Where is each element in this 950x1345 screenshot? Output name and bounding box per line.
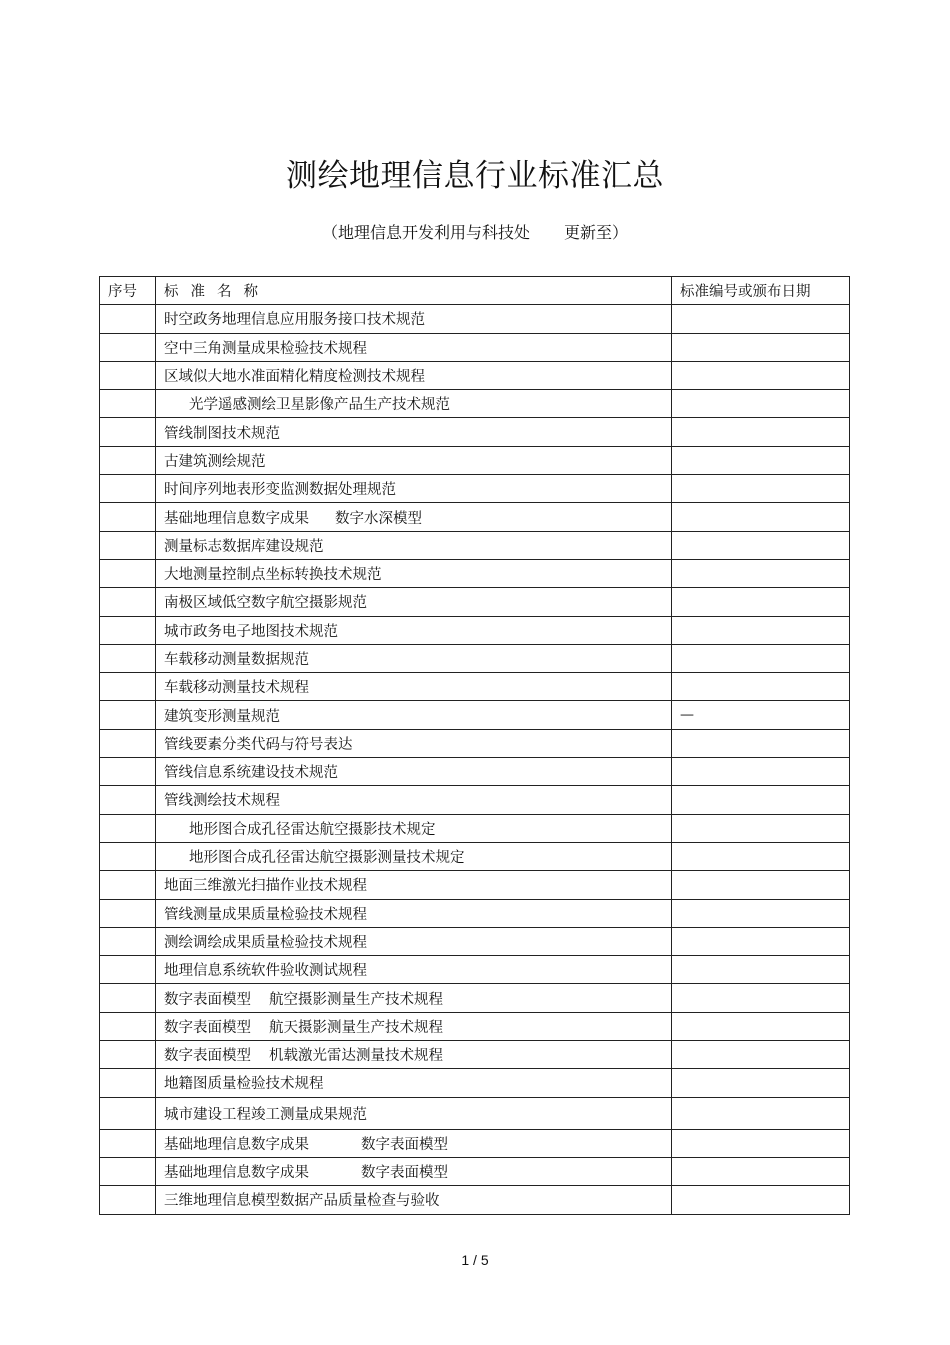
row-seq-cell: [100, 673, 156, 701]
row-code-cell: [672, 871, 850, 899]
standard-name: 基础地理信息数字成果: [164, 510, 309, 527]
standard-name: 南极区域低空数字航空摄影规范: [164, 595, 367, 612]
table-row: [100, 503, 850, 531]
row-code-cell: [672, 1041, 850, 1069]
row-code-cell: [672, 390, 850, 418]
row-code-cell: [672, 559, 850, 587]
row-seq-cell: [100, 588, 156, 616]
row-name-cell: [156, 588, 672, 616]
header-code: 标准编号或颁布日期: [672, 277, 850, 305]
standard-name: 车载移动测量技术规程: [164, 680, 309, 697]
standards-table: [99, 276, 850, 1215]
standard-name: 地籍图质量检验技术规程: [164, 1076, 324, 1093]
row-seq-cell: [100, 1157, 156, 1185]
row-code-cell: [672, 333, 850, 361]
row-code-cell: [672, 475, 850, 503]
row-seq-cell: [100, 927, 156, 955]
row-name-cell: [156, 333, 672, 361]
row-code-cell: [672, 1129, 850, 1157]
row-code-cell: [672, 927, 850, 955]
row-name-cell: [156, 1012, 672, 1040]
row-seq-cell: [100, 1186, 156, 1214]
standard-name-part: 数字表面模型: [361, 1136, 448, 1153]
standard-name: 地理信息系统软件验收测试规程: [164, 963, 367, 980]
standard-name: 数字表面模型: [164, 1019, 251, 1036]
table-row: [100, 616, 850, 644]
row-seq-cell: [100, 1069, 156, 1097]
table-row: [100, 673, 850, 701]
row-name-cell: [156, 1041, 672, 1069]
row-name-cell: [156, 531, 672, 559]
standard-name-part: 机载激光雷达测量技术规程: [269, 1048, 443, 1065]
standard-name-part: 航天摄影测量生产技术规程: [269, 1019, 443, 1036]
row-seq-cell: [100, 333, 156, 361]
row-seq-cell: [100, 616, 156, 644]
row-seq-cell: [100, 899, 156, 927]
header-name: 标准名称: [156, 277, 672, 305]
table-row: [100, 871, 850, 899]
row-seq-cell: [100, 644, 156, 672]
row-seq-cell: [100, 305, 156, 333]
row-name-cell: [156, 390, 672, 418]
row-name-cell: [156, 644, 672, 672]
standard-name: 大地测量控制点坐标转换技术规范: [164, 567, 382, 584]
row-code-cell: [672, 531, 850, 559]
row-seq-cell: [100, 842, 156, 870]
table-row: [100, 729, 850, 757]
table-row: [100, 559, 850, 587]
row-code-cell: [672, 361, 850, 389]
table-row: [100, 333, 850, 361]
row-name-cell: [156, 559, 672, 587]
row-seq-cell: [100, 758, 156, 786]
table-row: [100, 418, 850, 446]
row-name-cell: [156, 1069, 672, 1097]
table-row: [100, 1186, 850, 1214]
row-code-cell: [672, 446, 850, 474]
row-name-cell: [156, 305, 672, 333]
row-seq-cell: [100, 1097, 156, 1129]
table-row: [100, 927, 850, 955]
standard-name: 时间序列地表形变监测数据处理规范: [164, 482, 396, 499]
row-code-cell: [672, 758, 850, 786]
row-seq-cell: [100, 475, 156, 503]
row-seq-cell: [100, 446, 156, 474]
row-name-cell: [156, 1186, 672, 1214]
row-seq-cell: [100, 531, 156, 559]
row-seq-cell: [100, 390, 156, 418]
row-code-cell: [672, 842, 850, 870]
row-seq-cell: [100, 559, 156, 587]
table-row: [100, 899, 850, 927]
standard-name: 数字表面模型: [164, 991, 251, 1008]
row-name-cell: [156, 899, 672, 927]
standard-name: 测绘调绘成果质量检验技术规程: [164, 934, 367, 951]
row-code-cell: [672, 984, 850, 1012]
standard-name-part: 数字表面模型: [361, 1165, 448, 1182]
row-seq-cell: [100, 361, 156, 389]
table-row: [100, 531, 850, 559]
table-row: [100, 1157, 850, 1185]
row-name-cell: [156, 871, 672, 899]
standard-name: 城市政务电子地图技术规范: [164, 623, 338, 640]
table-row: [100, 786, 850, 814]
standard-name: 光学遥感测绘卫星影像产品生产技术规范: [189, 397, 450, 414]
standard-name: 时空政务地理信息应用服务接口技术规范: [164, 312, 425, 329]
row-name-cell: [156, 503, 672, 531]
row-name-cell: [156, 1129, 672, 1157]
standard-name: 测量标志数据库建设规范: [164, 538, 324, 555]
row-seq-cell: [100, 871, 156, 899]
table-row: [100, 390, 850, 418]
table-row: [100, 814, 850, 842]
standard-name: 管线制图技术规范: [164, 425, 280, 442]
table-row: [100, 361, 850, 389]
standard-name: 基础地理信息数字成果: [164, 1136, 309, 1153]
row-name-cell: [156, 842, 672, 870]
row-name-cell: [156, 1157, 672, 1185]
standard-name: 三维地理信息模型数据产品质量检查与验收: [164, 1193, 440, 1210]
row-code-cell: [672, 814, 850, 842]
row-code-cell: [672, 644, 850, 672]
standard-name: 管线信息系统建设技术规范: [164, 765, 338, 782]
document-title: 测绘地理信息行业标准汇总: [286, 158, 664, 194]
standard-name: 车载移动测量数据规范: [164, 652, 309, 668]
standard-name-part: 航空摄影测量生产技术规程: [269, 991, 443, 1008]
row-name-cell: [156, 758, 672, 786]
table-header-row: [100, 277, 850, 305]
header-seq: 序号: [100, 277, 156, 305]
row-name-cell: [156, 701, 672, 729]
standard-name: 地形图合成孔径雷达航空摄影测量技术规定: [189, 850, 465, 867]
row-name-cell: [156, 418, 672, 446]
row-seq-cell: [100, 956, 156, 984]
row-seq-cell: [100, 1041, 156, 1069]
standard-name: 基础地理信息数字成果: [164, 1165, 309, 1182]
row-seq-cell: [100, 1129, 156, 1157]
row-name-cell: [156, 786, 672, 814]
row-seq-cell: [100, 786, 156, 814]
table-row: [100, 446, 850, 474]
row-code-cell: [672, 1069, 850, 1097]
row-name-cell: [156, 729, 672, 757]
standard-name: 建筑变形测量规范: [164, 708, 280, 725]
standard-name: 空中三角测量成果检验技术规程: [164, 340, 367, 357]
row-name-cell: [156, 361, 672, 389]
row-seq-cell: [100, 729, 156, 757]
row-code-cell: [672, 418, 850, 446]
standard-name: 管线要素分类代码与符号表达: [164, 736, 353, 753]
row-name-cell: [156, 1097, 672, 1129]
row-code-cell: [672, 673, 850, 701]
row-code-cell: [672, 786, 850, 814]
standard-name: 地面三维激光扫描作业技术规程: [164, 878, 367, 895]
row-name-cell: [156, 927, 672, 955]
row-seq-cell: [100, 984, 156, 1012]
row-seq-cell: [100, 418, 156, 446]
table-row: [100, 475, 850, 503]
standard-name: 管线测绘技术规程: [164, 793, 280, 810]
row-code-cell: [672, 899, 850, 927]
standard-name: 区域似大地水准面精化精度检测技术规程: [164, 369, 425, 386]
row-seq-cell: [100, 814, 156, 842]
subtitle-updated: 更新至）: [564, 223, 629, 242]
table-row: [100, 1041, 850, 1069]
table-row: [100, 305, 850, 333]
row-code-cell: [672, 616, 850, 644]
row-seq-cell: [100, 701, 156, 729]
row-code-cell: [672, 1186, 850, 1214]
row-name-cell: [156, 673, 672, 701]
row-code-cell: [672, 305, 850, 333]
table-row: [100, 701, 850, 729]
table-row: [100, 758, 850, 786]
table-row: [100, 644, 850, 672]
standard-name: 地形图合成孔径雷达航空摄影技术规定: [189, 821, 436, 838]
row-code-cell: [672, 1097, 850, 1129]
page-number: 1 / 5: [461, 1252, 489, 1268]
row-name-cell: [156, 616, 672, 644]
row-code-cell: [672, 588, 850, 616]
row-seq-cell: [100, 503, 156, 531]
table-row: [100, 588, 850, 616]
row-name-cell: [156, 956, 672, 984]
table-row: [100, 1097, 850, 1129]
row-code-cell: [672, 1157, 850, 1185]
table-row: [100, 984, 850, 1012]
standard-name-part: 数字水深模型: [335, 510, 422, 527]
subtitle-department: （地理信息开发利用与科技处: [321, 223, 530, 242]
row-seq-cell: [100, 1012, 156, 1040]
table-row: [100, 842, 850, 870]
table-row: [100, 1069, 850, 1097]
row-code-cell: —: [672, 701, 850, 729]
row-name-cell: [156, 475, 672, 503]
row-name-cell: [156, 446, 672, 474]
table-row: [100, 956, 850, 984]
standard-name: 数字表面模型: [164, 1048, 251, 1065]
row-code-cell: [672, 503, 850, 531]
row-code-cell: [672, 1012, 850, 1040]
row-code-cell: [672, 729, 850, 757]
row-name-cell: [156, 814, 672, 842]
standard-name: 古建筑测绘规范: [164, 453, 266, 470]
table-row: [100, 1012, 850, 1040]
row-code-cell: [672, 956, 850, 984]
standard-name: 管线测量成果质量检验技术规程: [164, 906, 367, 923]
document-subtitle: [0, 220, 950, 243]
table-row: [100, 1129, 850, 1157]
standard-name: 城市建设工程竣工测量成果规范: [164, 1106, 367, 1123]
row-name-cell: [156, 984, 672, 1012]
